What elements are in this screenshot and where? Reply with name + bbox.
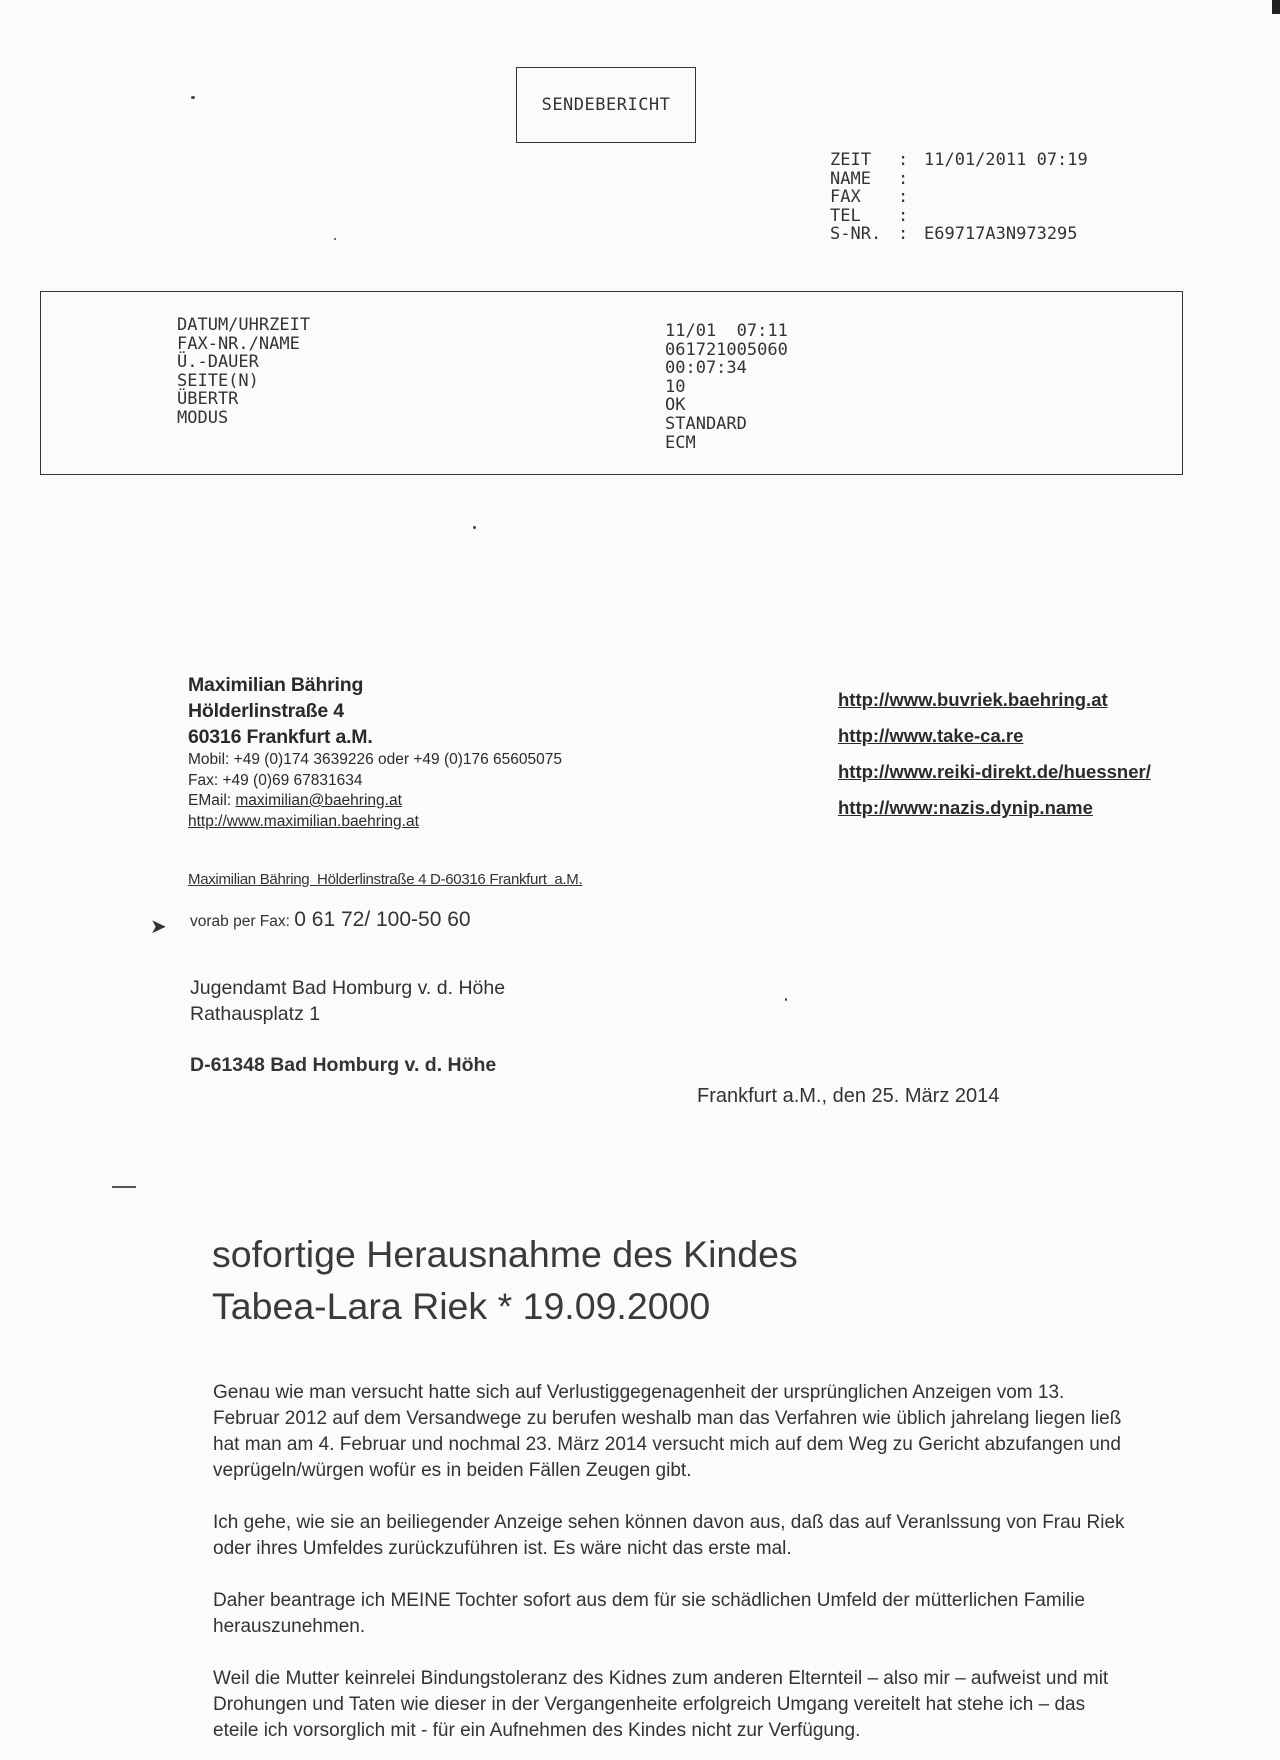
subject-line-1: sofortige Herausnahme des Kindes	[212, 1233, 798, 1275]
label-mode: MODUS	[177, 407, 229, 428]
fax-notice	[190, 908, 471, 932]
transmission-values	[665, 322, 788, 452]
report-header-info	[830, 151, 1088, 244]
scan-edge	[1272, 0, 1280, 14]
sender-email-label: EMail:	[188, 792, 236, 809]
paragraph-1: Genau wie man versucht hatte sich auf Verlustiggegenagenheit der ursprünglichen Anzeigen vom 13. Februar 2012 auf dem Versandwege zu berufen weshalb man das Verfahren wie üblich jahrelang liegen ließ hat man am 4. Februar und nochmal 23. März 2014 versucht mich auf dem Weg zu Gericht abzufangen und veprügeln/würgen wofür es in beiden Fällen Zeugen gibt.	[213, 1382, 1122, 1481]
return-address-line: Maximilian Bähring Hölderlinstraße 4 D-60316 Frankfurt a.M.	[188, 871, 583, 888]
sender-mobile: Mobil: +49 (0)174 3639226 oder +49 (0)176 65605075	[188, 751, 563, 768]
fax-notice-number: 0 61 72/ 100-50 60	[294, 908, 471, 931]
label-fax-number: FAX-NR./NAME	[177, 333, 300, 354]
scan-speck	[473, 526, 476, 529]
header-row-time: ZEIT : 11/01/2011 07:19	[830, 150, 1088, 170]
fold-mark	[112, 1186, 136, 1188]
transmission-details-box	[40, 291, 1183, 475]
link-take-care[interactable]: http://www.take-ca.re	[838, 725, 1024, 746]
link-reiki-direkt[interactable]: http://www.reiki-direkt.de/huessner/	[838, 761, 1151, 782]
date-line: Frankfurt a.M., den 25. März 2014	[697, 1085, 1000, 1107]
paragraph-4: Weil die Mutter keinrelei Bindungstoleranz des Kidnes zum anderen Elternteil – also mir – aufweist und mit Drohungen und Taten wie dieser in der Vergangenheite erfolgreich Umgang vereitelt hat stehe ich – das eteile ich vorsorglich mit - für ein Aufnehmen des Kindes nicht zur Verfügung.	[213, 1668, 1109, 1741]
sender-city: 60316 Frankfurt a.M.	[188, 726, 373, 748]
paragraph-3: Daher beantrage ich MEINE Tochter sofort aus dem für sie schädlichen Umfeld der mütterlichen Familie herauszunehmen.	[213, 1590, 1085, 1637]
value-fax-number: 061721005060	[665, 339, 788, 360]
link-nazis-dynip[interactable]: http://www:nazis.dynip.name	[838, 797, 1093, 818]
value-result: OK	[665, 395, 686, 416]
report-title-text: SENDEBERICHT	[541, 95, 671, 115]
label-duration: Ü.-DAUER	[177, 352, 259, 373]
letter-body	[213, 1380, 1133, 1744]
link-buvriek[interactable]: http://www.buvriek.baehring.at	[838, 689, 1108, 710]
header-row-tel: TEL :	[830, 205, 909, 226]
value-mode: STANDARD	[665, 413, 747, 434]
label-result: ÜBERTR	[177, 389, 239, 410]
label-date-time: DATUM/UHRZEIT	[177, 315, 311, 335]
recipient-block	[190, 975, 505, 1027]
sender-street: Hölderlinstraße 4	[188, 700, 344, 722]
value-date-time: 11/01 07:11	[665, 321, 788, 341]
links-list	[838, 682, 1151, 826]
header-row-name: NAME :	[830, 168, 909, 189]
report-title	[516, 67, 696, 143]
hand-pointer-icon: ➤	[150, 916, 167, 938]
fax-notice-label: vorab per Fax:	[190, 913, 295, 930]
value-ecm: ECM	[665, 432, 696, 453]
value-pages: 10	[665, 376, 686, 397]
sender-fax: Fax: +49 (0)69 67831634	[188, 771, 363, 789]
header-row-serial: S-NR. : E69717A3N973295	[830, 224, 1078, 244]
label-pages: SEITE(N)	[177, 370, 259, 391]
scan-speck	[191, 96, 195, 99]
sender-website-link[interactable]: http://www.maximilian.baehring.at	[188, 812, 419, 830]
header-row-fax: FAX :	[830, 187, 909, 207]
recipient-line-2: Rathausplatz 1	[190, 1003, 321, 1025]
scan-speck	[785, 998, 787, 1001]
sender-block	[188, 672, 562, 832]
value-duration: 00:07:34	[665, 358, 747, 379]
recipient-city: D-61348 Bad Homburg v. d. Höhe	[190, 1054, 497, 1076]
transmission-labels	[177, 316, 310, 428]
paragraph-2: Ich gehe, wie sie an beiliegender Anzeige sehen können davon aus, daß das auf Veranlssung von Frau Riek oder ihres Umfeldes zurückzuführen ist. Es wäre nicht das erste mal.	[213, 1512, 1125, 1559]
subject-heading	[212, 1228, 798, 1332]
subject-line-2: Tabea-Lara Riek * 19.09.2000	[212, 1285, 711, 1327]
scan-speck	[334, 238, 336, 240]
sender-name: Maximilian Bähring	[188, 674, 364, 696]
recipient-line-1: Jugendamt Bad Homburg v. d. Höhe	[190, 977, 506, 999]
sender-email-link[interactable]: maximilian@baehring.at	[235, 792, 402, 809]
sender-email-line	[188, 791, 562, 812]
